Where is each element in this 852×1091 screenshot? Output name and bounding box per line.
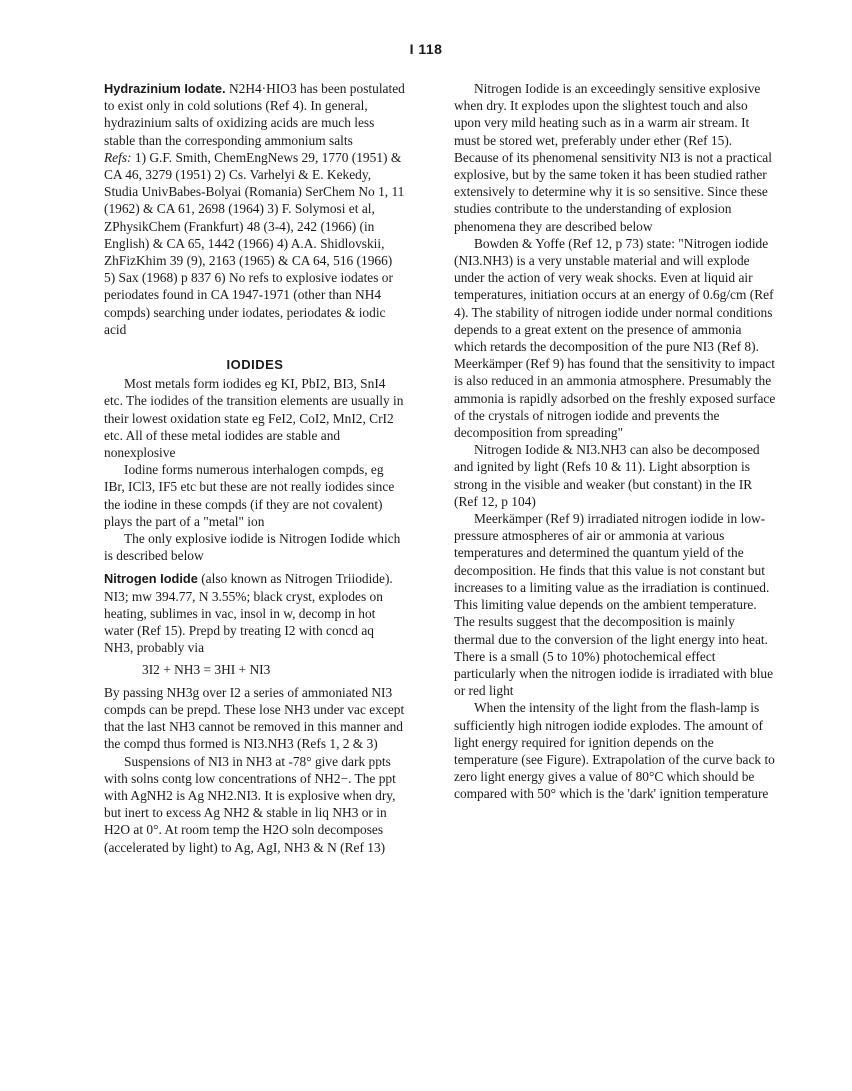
suspensions-paragraph: Suspensions of NI3 in NH3 at -78° give dark ppts with solns contg low concentrations of NH2−. The ppt with AgNH2 is Ag NH2.NI3. It is explosive when dry, but inert to excess Ag NH2 & stable in liq NH3 or in H2O at 0°. At room temp the H2O soln decomposes (accelerated by light) to Ag, AgI, NH3 & N (Ref 13): [104, 753, 396, 855]
page-number: I 118: [409, 41, 443, 57]
iodides-paragraph-3: The only explosive iodide is Nitrogen Iodide which is described below: [104, 531, 401, 564]
iodides-paragraph-2: Iodine forms numerous interhalogen compds, eg IBr, ICl3, IF5 etc but these are not really iodides since the iodine in these compds (if they are not covalent) plays the part of a "metal" ion: [104, 462, 395, 529]
references-label: Refs:: [104, 149, 132, 165]
iodides-heading: IODIDES: [226, 357, 284, 373]
hydrazinium-iodate-paragraph: [104, 80, 406, 149]
reaction-equation: 3I2 + NH3 = 3HI + NI3: [142, 661, 271, 677]
nitrogen-iodide-label: Nitrogen Iodide: [104, 571, 198, 587]
left-column: [104, 80, 406, 856]
nitrogen-iodide-paragraph: [104, 570, 406, 656]
hydrazinium-iodate-label: Hydrazinium Iodate.: [104, 81, 226, 96]
hydrazinium-iodate-text: N2H4·HIO3 has been postulated to exist only in cold solutions (Ref 4). In general, hydrazinium salts of oxidizing acids are much less stable than the corresponding ammonium salts: [104, 81, 405, 148]
ammoniated-compounds-paragraph: By passing NH3g over I2 a series of ammoniated NI3 compds can be prepd. These lose NH3 under vac except that the last NH3 cannot be removed in this manner and the compd thus formed is NI3.NH3 (Refs 1, 2 & 3): [104, 684, 405, 752]
nitrogen-iodide-text: (also known as Nitrogen Triiodide). NI3; mw 394.77, N 3.55%; black cryst, explodes on heating, sublimes in vac, insol in w, decomp in hot water (Ref 15). Prepd by treating I2 with concd aq NH3, probably via: [104, 571, 393, 656]
right-column: [454, 80, 776, 803]
light-ignition-paragraph: Nitrogen Iodide & NI3.NH3 can also be decomposed and ignited by light (Refs 10 & 11). Light absorption is strong in the visible and weaker (but constant) in the IR (Ref 12, p 104): [454, 442, 760, 509]
bowden-yoffe-paragraph: Bowden & Yoffe (Ref 12, p 73) state: "Nitrogen iodide (NI3.NH3) is a very unstable material and will explode under the action of very weak shocks. Even at liquid air temperatures, initiation occurs at an energy of 0.6g/cm (Ref 4). The stability of nitrogen iodide under normal conditions depends to a great extent on the presence of ammonia which retards the decomposition of the pure NI3 (Ref 8). Meerkämper (Ref 9) has found that the sensitivity to impact is also reduced in an ammonia atmosphere. Presumably the ammonia is rapidly adsorbed on the freshly exposed surface of the crystals of nitrogen iodide and prevents the decomposition from spreading": [454, 235, 776, 441]
iodides-paragraph-1: Most metals form iodides eg KI, PbI2, BI3, SnI4 etc. The iodides of the transition elements are usually in their lowest oxidation state eg FeI2, CoI2, MnI2, CrI2 etc. All of these metal iodides are stable and nonexplosive: [104, 376, 404, 461]
references-paragraph: [104, 149, 406, 338]
flash-lamp-paragraph: When the intensity of the light from the flash-lamp is sufficiently high nitrogen iodide explodes. The amount of light energy required for ignition depends on the temperature (see Figure). Extrapolation of the curve back to zero light energy gives a value of 80°C which should be compared with 50° which is the 'dark' ignition temperature: [454, 700, 775, 802]
references-text: 1) G.F. Smith, ChemEngNews 29, 1770 (1951) & CA 46, 3279 (1951) 2) Cs. Varhelyi & E. Kekedy, Studia UnivBabes-Bolyai (Romania) SerChem No 1, 11 (1962) & CA 61, 2698 (1964) 3) F. Solymosi et al, ZPhysikChem (Frankfurt) 48 (3-4), 242 (1966) (in English) & CA 65, 1442 (1966) 4) A.A. Shidlovskii, ZhFizKhim 39 (9), 2163 (1965) & CA 64, 516 (1966) 5) Sax (1968) p 837 6) No refs to explosive iodates or periodates found in CA 1947-1971 (other than NH4 compds) searching under iodates, periodates & iodic acid: [104, 149, 405, 337]
sensitivity-paragraph: Nitrogen Iodide is an exceedingly sensitive explosive when dry. It explodes upon the slightest touch and also upon very mild heating such as in a warm air stream. It must be stored wet, preferably under ether (Ref 15). Because of its phenomenal sensitivity NI3 is not a practical explosive, but by the same token it has been studied rather extensively to determine why it is so sensitive. Since these studies contribute to the understanding of explosion phenomena they are described below: [454, 81, 772, 234]
meerkamper-paragraph: Meerkämper (Ref 9) irradiated nitrogen iodide in low-pressure atmospheres of air or ammonia at various temperatures and determined the quantum yield of the decomposition. He finds that this value is not constant but increases to a limiting value as the irradiation is continued. This limiting value depends on the ambient temperature. The results suggest that the decomposition is mainly thermal due to the conversion of the light energy into heat. There is a small (5 to 10%) photochemical effect particularly when the nitrogen iodide is irradiated with blue or red light: [454, 511, 774, 699]
